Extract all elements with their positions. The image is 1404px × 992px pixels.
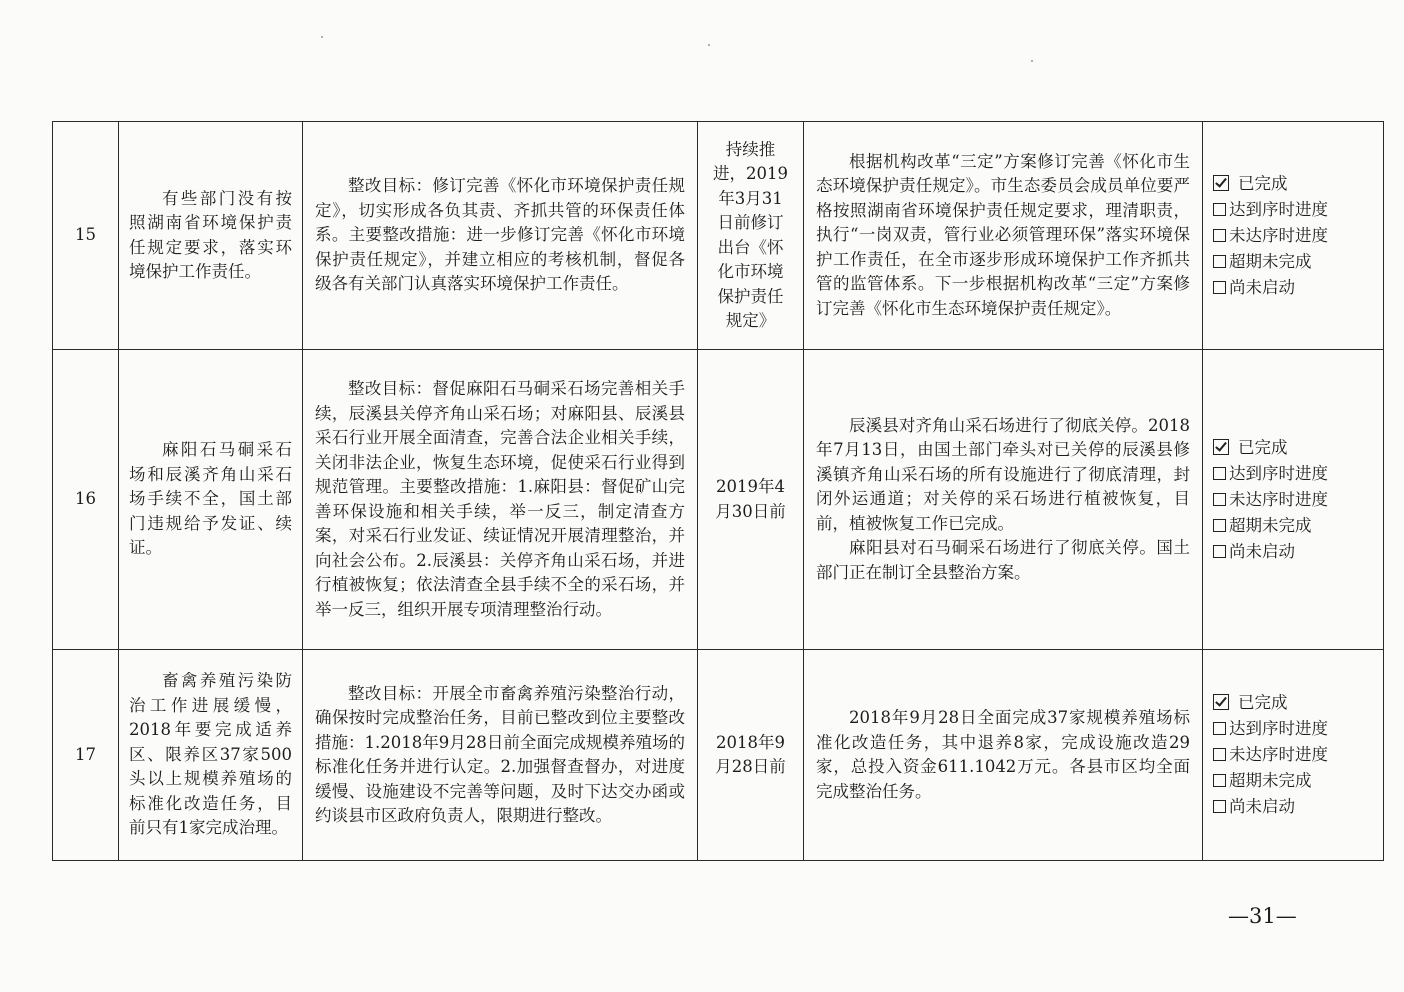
- table-row: [53, 122, 1384, 350]
- status-option-on-schedule: 达到序时进度: [1213, 461, 1373, 487]
- progress-text: 麻阳县对石马硐采石场进行了彻底关停。国土部门正在制订全县整治方案。: [816, 538, 1190, 582]
- status-option-behind-schedule: 未达序时进度: [1213, 223, 1373, 249]
- checkbox-icon: [1213, 229, 1226, 242]
- progress-text: 2018年9月28日全面完成37家规模养殖场标准化改造任务，其中退养8家，完成设施改造29家，总投入资金611.1042万元。各县市区均全面完成整治任务。: [816, 708, 1190, 801]
- measures-cell: [303, 122, 698, 350]
- problem-cell: 畜禽养殖污染防治工作进展缓慢，2018年要完成适养区、限养区37家500头以上规模养殖场的标准化改造任务，目前只有1家完成治理。: [119, 650, 303, 861]
- status-option-overdue: 超期未完成: [1213, 768, 1373, 794]
- status-option-not-started: 尚未启动: [1213, 275, 1373, 301]
- table-row: [53, 650, 1384, 861]
- checkbox-icon: [1213, 281, 1226, 294]
- problem-cell: 有些部门没有按照湖南省环境保护责任规定要求，落实环境保护工作责任。: [119, 122, 303, 350]
- progress-cell: [804, 122, 1203, 350]
- checkbox-icon: [1213, 467, 1226, 480]
- checkbox-icon: [1213, 774, 1226, 787]
- deadline-cell: 2019年4月30日前: [698, 350, 804, 650]
- status-option-behind-schedule: 未达序时进度: [1213, 487, 1373, 513]
- row-number: 16: [53, 350, 119, 650]
- status-option-on-schedule: 达到序时进度: [1213, 716, 1373, 742]
- progress-cell: [804, 650, 1203, 861]
- problem-cell: 麻阳石马硐采石场和辰溪齐角山采石场手续不全，国土部门违规给予发证、续证。: [119, 350, 303, 650]
- status-option-completed: 已完成: [1213, 690, 1373, 716]
- measures-cell: [303, 650, 698, 861]
- status-option-behind-schedule: 未达序时进度: [1213, 742, 1373, 768]
- status-option-completed: 已完成: [1213, 171, 1373, 197]
- status-cell: [1203, 350, 1384, 650]
- status-option-on-schedule: 达到序时进度: [1213, 197, 1373, 223]
- row-number: 17: [53, 650, 119, 861]
- status-option-completed: 已完成: [1213, 435, 1373, 461]
- checkbox-icon: [1213, 748, 1226, 761]
- checkbox-icon: [1213, 722, 1226, 735]
- checked-checkbox-icon: [1213, 694, 1229, 710]
- checkbox-icon: [1213, 519, 1226, 532]
- status-option-overdue: 超期未完成: [1213, 249, 1373, 275]
- measures-text: 整改目标：修订完善《怀化市环境保护责任规定》，切实形成各负其责、齐抓共管的环保责任体系。主要整改措施：进一步修订完善《怀化市环境保护责任规定》，并建立相应的考核机制，督促各级各有关部门认真落实环境保护工作责任。: [315, 176, 685, 294]
- status-option-overdue: 超期未完成: [1213, 513, 1373, 539]
- status-option-not-started: 尚未启动: [1213, 794, 1373, 820]
- checkbox-icon: [1213, 493, 1226, 506]
- measures-text: 整改目标：督促麻阳石马硐采石场完善相关手续，辰溪县关停齐角山采石场；对麻阳县、辰溪县采石行业开展全面清查，完善合法企业相关手续，关闭非法企业，恢复生态环境，促使采石行业得到规范管理。主要整改措施：1.麻阳县：督促矿山完善环保设施和相关手续，举一反三，制定清查方案，对采石行业发证、续证情况开展清理整治，并向社会公布。2.辰溪县：关停齐角山采石场，并进行植被恢复；依法清查全县手续不全的采石场，并举一反三，组织开展专项清理整治行动。: [315, 379, 685, 619]
- checkbox-icon: [1213, 545, 1226, 558]
- scan-speck: [708, 44, 710, 46]
- progress-text: 辰溪县对齐角山采石场进行了彻底关停。2018年7月13日，由国土部门牵头对已关停的辰溪县修溪镇齐角山采石场的所有设施进行了彻底清理，封闭外运通道；对关停的采石场进行植被恢复，目前，植被恢复工作已完成。: [816, 415, 1190, 533]
- progress-text: 根据机构改革“三定”方案修订完善《怀化市生态环境保护责任规定》。市生态委员会成员单位要严格按照湖南省环境保护责任规定要求，理清职责，执行“一岗双责，管行业必须管理环保”落实环境保护工作责任，在全市逐步形成环境保护工作齐抓共管的监管体系。下一步根据机构改革“三定”方案修订完善《怀化市生态环境保护责任规定》。: [816, 151, 1190, 318]
- rectification-table: [52, 121, 1384, 861]
- checked-checkbox-icon: [1213, 439, 1229, 455]
- checkbox-icon: [1213, 255, 1226, 268]
- scan-speck: [321, 36, 323, 38]
- row-number: 15: [53, 122, 119, 350]
- page-number: —31—: [1228, 904, 1297, 928]
- status-cell: [1203, 650, 1384, 861]
- deadline-cell: 2018年9月28日前: [698, 650, 804, 861]
- checkbox-icon: [1213, 800, 1226, 813]
- scan-speck: [1031, 60, 1033, 62]
- checkbox-icon: [1213, 203, 1226, 216]
- status-option-not-started: 尚未启动: [1213, 539, 1373, 565]
- progress-cell: [804, 350, 1203, 650]
- status-cell: [1203, 122, 1384, 350]
- table-row: [53, 350, 1384, 650]
- measures-text: 整改目标：开展全市畜禽养殖污染整治行动，确保按时完成整治任务，目前已整改到位主要整改措施：1.2018年9月28日前全面完成规模养殖场的标准化任务并进行认定。2.加强督查督办，对进度缓慢、设施建设不完善等问题，及时下达交办函或约谈县市区政府负责人，限期进行整改。: [315, 683, 685, 825]
- measures-cell: [303, 350, 698, 650]
- deadline-cell: 持续推进，2019年3月31日前修订出台《怀化市环境保护责任规定》: [698, 122, 804, 350]
- checked-checkbox-icon: [1213, 175, 1229, 191]
